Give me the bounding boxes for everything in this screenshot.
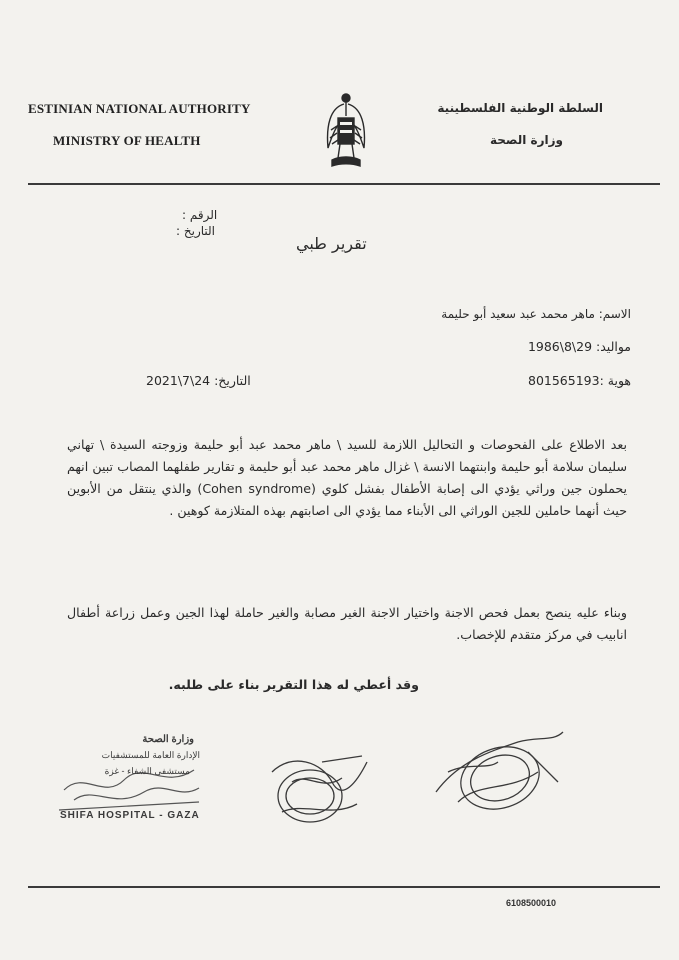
- report-paragraph-findings: بعد الاطلاع على الفحوصات و التحاليل اللازمة للسيد \ ماهر محمد عبد أبو حليمة وزوجته السيدة \ تهاني سليمان سلامة أبو حليمة وابنتهما الانسة \ غزال ماهر محمد عبد أبو حليمة و تقارير طفلهما المصاب تبين انهم يحملون جين وراثي يؤدي الى إصابة الأطفال بفشل كلوي (Cohen syndrome) والذي ينتقل من الأبوين حيث أنهما حاملين للجين الوراثي الى الأبناء مما يؤدي الى اصابتهم بهذه المتلازمة كوهين .: [67, 437, 627, 518]
- serial-number: 6108500010: [506, 898, 557, 908]
- footer-divider: [28, 886, 660, 888]
- stamp-hospital-arabic-text: مستشفى الشفاء - غزة: [104, 766, 190, 776]
- header-divider: [28, 183, 660, 185]
- stamp-ministry-text: وزارة الصحة: [142, 734, 194, 745]
- report-date: التاريخ: 24\7\2021: [146, 373, 251, 388]
- report-closing: وقد أعطي له هذا التقرير بناء على طلبه.: [168, 677, 419, 692]
- patient-name: الاسم: ماهر محمد عبد سعيد أبو حليمة: [441, 307, 631, 321]
- eagle-emblem-icon: [320, 86, 372, 176]
- patient-date-of-birth: مواليد: 29\8\1986: [527, 339, 631, 354]
- authority-name-english: ESTINIAN NATIONAL AUTHORITY: [28, 101, 251, 116]
- reference-label: الرقم :: [182, 208, 218, 222]
- hospital-stamp: [54, 730, 204, 830]
- stamp-hospital-english-text: SHIFA HOSPITAL - GAZA: [60, 810, 200, 821]
- authority-name-arabic: السلطة الوطنية الفلسطينية: [437, 101, 603, 115]
- signature-right-icon: [428, 722, 568, 822]
- ministry-name-english: MINISTRY OF HEALTH: [53, 133, 201, 148]
- ministry-name-arabic: وزارة الصحة: [489, 133, 563, 147]
- report-paragraph-recommendation: وبناء عليه ينصح بعمل فحص الاجنة واختيار الاجنة الغير مصابة والغير حاملة لهذا الجين وعمل زراعة أطفال انابيب في مركز متقدم للإخصاب.: [67, 605, 627, 642]
- page-title: تقرير طبي: [296, 234, 367, 253]
- patient-id-number: هوية :801565193: [528, 373, 631, 388]
- stamp-department-text: الإدارة العامة للمستشفيات: [101, 750, 200, 760]
- date-label: التاريخ :: [176, 224, 216, 238]
- signature-middle-icon: [262, 742, 372, 832]
